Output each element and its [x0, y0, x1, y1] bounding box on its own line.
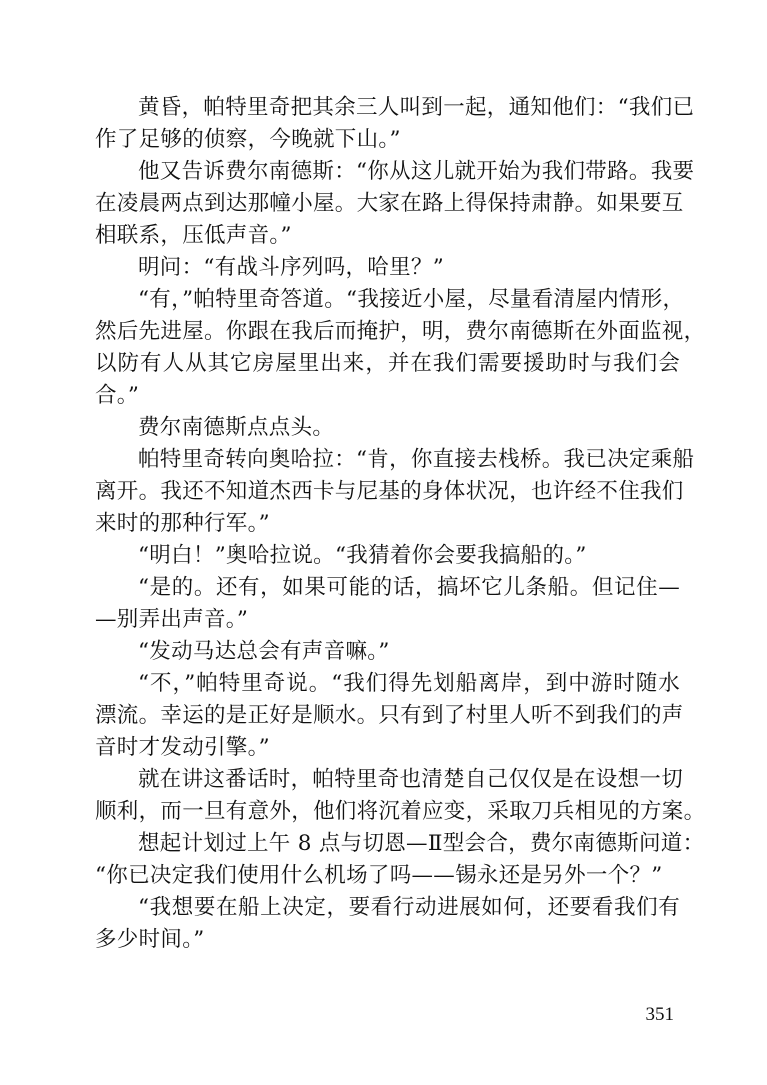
- text-line: 合。”: [95, 383, 140, 408]
- text-line: 帕特里奇转向奥哈拉：“肯，你直接去栈桥。我已决定乘船: [138, 447, 695, 472]
- text-line: “不，”帕特里奇说。“我们得先划船离岸，到中游时随水: [138, 671, 680, 696]
- text-line: 音时才发动引擎。”: [95, 735, 270, 760]
- text-line: “你已决定我们使用什么机场了吗——锡永还是另外一个？”: [95, 863, 663, 888]
- text-line: “有，”帕特里奇答道。“我接近小屋，尽量看清屋内情形，: [138, 287, 685, 312]
- text-line: —别弄出声音。”: [95, 607, 249, 632]
- text-line: 想起计划过上午 8 点与切恩—Ⅱ型会合，费尔南德斯问道：: [138, 831, 705, 856]
- text-line: 相联系，压低声音。”: [95, 223, 292, 248]
- text-line: 明问：“有战斗序列吗，哈里？”: [138, 255, 444, 280]
- text-line: 离开。我还不知道杰西卡与尼基的身体状况，也许经不住我们: [95, 479, 684, 504]
- text-line: 作了足够的侦察，今晚就下山。”: [95, 127, 401, 152]
- text-line: 来时的那种行军。”: [95, 511, 270, 536]
- text-line: “发动马达总会有声音嘛。”: [138, 639, 390, 664]
- text-line: “是的。还有，如果可能的话，搞坏它儿条船。但记住—: [138, 575, 680, 600]
- text-line: 顺利，而一旦有意外，他们将沉着应变，采取刀兵相见的方案。: [95, 799, 706, 824]
- text-line: 费尔南德斯点点头。: [138, 415, 335, 440]
- text-line: 多少时间。”: [95, 927, 205, 952]
- text-line: 黄昏，帕特里奇把其余三人叫到一起，通知他们：“我们已: [138, 95, 695, 120]
- body-text: [95, 92, 706, 956]
- text-line: “明白！”奥哈拉说。“我猜着你会要我搞船的。”: [138, 543, 587, 568]
- text-line: 以防有人从其它房屋里出来，并在我们需要援助时与我们会: [95, 351, 680, 376]
- text-line: “我想要在船上决定，要看行动进展如何，还要看我们有: [138, 895, 680, 920]
- text-line: 他又告诉费尔南德斯：“你从这儿就开始为我们带路。我要: [138, 159, 695, 184]
- text-line: 漂流。幸运的是正好是顺水。只有到了村里人听不到我们的声: [95, 703, 684, 728]
- text-line: 在凌晨两点到达那幢小屋。大家在路上得保持肃静。如果要互: [95, 191, 684, 216]
- page-number: 351: [645, 1004, 674, 1025]
- text-line: 然后先进屋。你跟在我后而掩护，明，费尔南德斯在外面监视，: [95, 319, 706, 344]
- text-line: 就在讲这番话时，帕特里奇也清楚自己仅仅是在设想一切: [138, 767, 684, 792]
